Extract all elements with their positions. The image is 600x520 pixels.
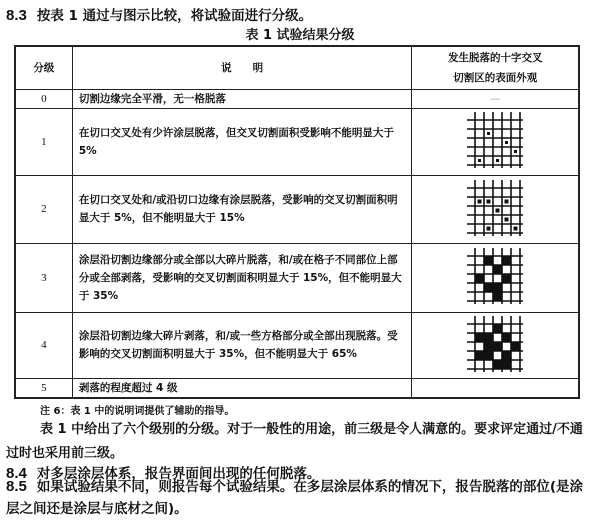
row-description: 在切口交叉处有少许涂层脱落，但交叉切割面积受影响不能明显大于 5% [72,108,412,175]
section-number: 8.5 [6,478,27,495]
row-grade: 5 [15,378,72,398]
row-appearance [412,108,579,175]
crosscut-grid-level-1-icon [467,112,523,168]
row-description: 剥落的程度超过 4 级 [72,378,412,398]
section-number: 8.4 [6,465,27,482]
table-row [15,175,579,243]
table-header-row [15,46,579,89]
row-grade: 1 [15,108,72,175]
row-grade: 3 [15,243,72,312]
results-table [14,45,580,399]
table-row [15,89,579,108]
table-row [15,243,579,312]
crosscut-grid-level-3-icon [467,248,523,304]
crosscut-grid-level-4-icon [467,316,523,372]
row-grade: 2 [15,175,72,243]
header-description: 说 明 [72,46,412,89]
row-appearance [412,243,579,312]
table-row [15,108,579,175]
header-appearance-line2: 切割区的表面外观 [453,72,538,85]
header-appearance-line1: 发生脱落的十字交叉 [447,52,543,65]
row-grade: 4 [15,312,72,378]
row-appearance [412,175,579,243]
table-note: 注 6：表 1 中的说明词提供了辅助的指导。 [40,406,235,417]
header-grade: 分级 [15,46,72,89]
row-appearance [412,378,579,398]
row-appearance [412,312,579,378]
row-description: 切割边缘完全平滑，无一格脱落 [72,89,412,108]
table-row [15,312,579,378]
row-grade: 0 [15,89,72,108]
row-description: 在切口交叉处和/或沿切口边缘有涂层脱落，受影响的交叉切割面积明显大于 5%，但不能明显大于 15% [72,175,412,243]
table-caption: 表 1 试验结果分级 [245,28,355,43]
section-8-3 [6,4,312,24]
section-number: 8.3 [6,7,27,24]
paragraph: 表 1 中给出了六个级别的分级。对于一般性的用途，前三级是令人满意的。要求评定通过/不通过时也采用前三级。 [6,422,583,461]
header-appearance [412,46,579,89]
section-8-5 [6,476,590,520]
section-text: 按表 1 通过与图示比较，将试验面进行分级。 [36,8,313,24]
crosscut-grid-level-2-icon [467,180,523,236]
row-appearance-dash: — [412,89,579,108]
row-description: 涂层沿切割边缘大碎片剥落，和/或一些方格部分或全部出现脱落。受影响的交叉切割面积明显大于 35%，但不能明显大于 65% [72,312,412,378]
table-row [15,378,579,398]
section-text: 如果试验结果不同，则报告每个试验结果。在多层涂层体系的情况下，报告脱落的部位(是涂层之间还是涂层与底材之间)。 [6,479,584,517]
row-description: 涂层沿切割边缘部分或全部以大碎片脱落，和/或在格子不同部位上部分或全部剥落，受影响的交叉切割面积明显大于 15%，但不能明显大于 35% [72,243,412,312]
section-text: 对多层涂层体系，报告界面间出现的任何脱落。 [36,466,321,482]
